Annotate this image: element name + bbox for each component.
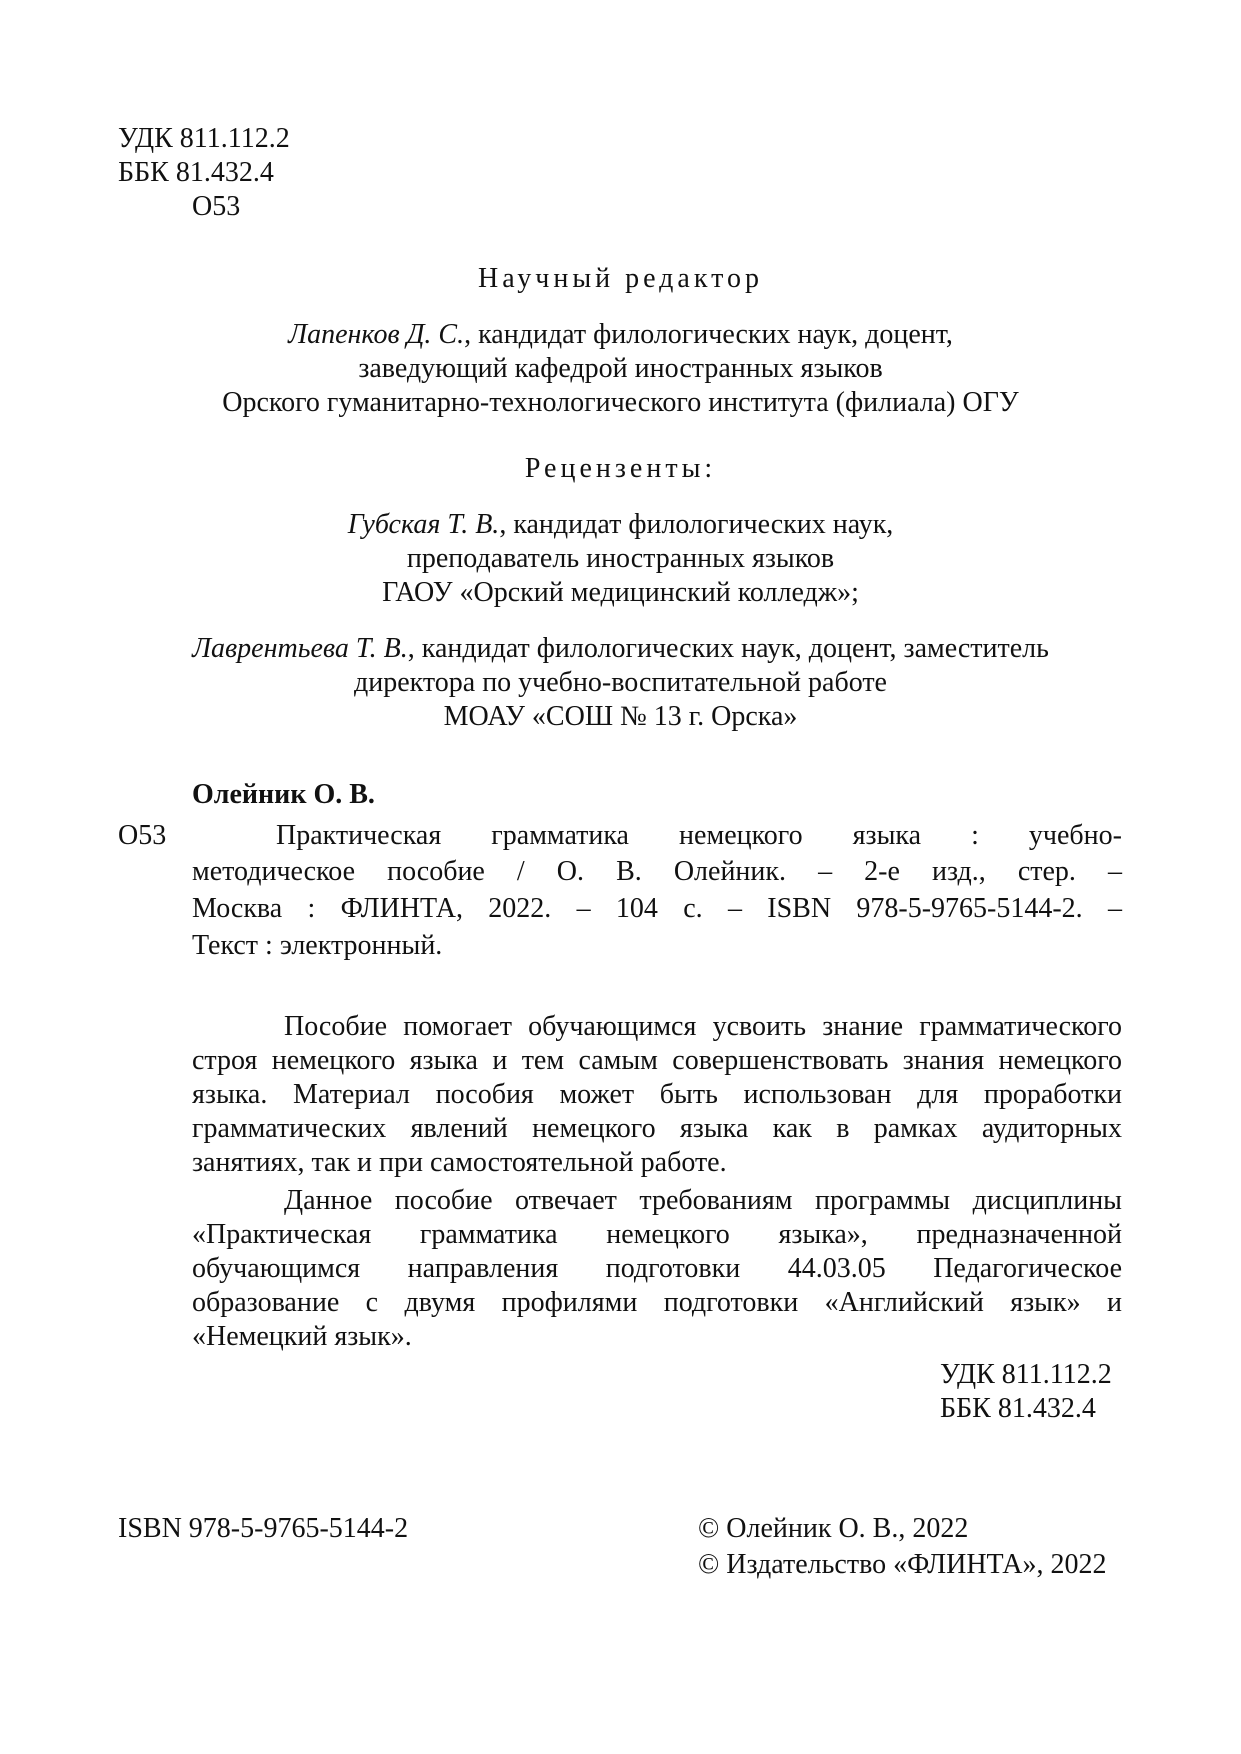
annotation-p1-line3: языка. Материал пособия может быть использован для проработки — [192, 1079, 1122, 1110]
scientific-editor-line3: Орского гуманитарно-технологического института (филиала) ОГУ — [222, 387, 1019, 418]
scientific-editor-name: Лапенков Д. С. — [288, 319, 465, 350]
reviewer1-name: Губская Т. В. — [347, 509, 500, 540]
reviewer2-credentials: , кандидат филологических наук, доцент, заместитель — [407, 633, 1049, 664]
copyright-author: © Олейник О. В., 2022 — [698, 1513, 969, 1544]
bibliographic-mark: О53 — [118, 820, 167, 851]
reviewers-heading: Рецензенты: — [524, 453, 717, 484]
bibliographic-line4: Текст : электронный. — [192, 930, 443, 961]
bibliographic-line3: Москва : ФЛИНТА, 2022. – 104 с. – ISBN 978-5-9765-5144-2. – — [192, 893, 1122, 924]
scientific-editor-line1 — [0, 318, 1241, 352]
copyright-publisher: © Издательство «ФЛИНТА», 2022 — [698, 1549, 1107, 1580]
scientific-editor-heading: Научный редактор — [478, 263, 763, 294]
author-mark: О53 — [192, 191, 241, 222]
bbk-code: ББК 81.432.4 — [118, 157, 274, 188]
reviewer1-credentials: , кандидат филологических наук, — [499, 509, 894, 540]
reviewer1-line3: ГАОУ «Орский медицинский колледж»; — [382, 577, 859, 608]
bibliographic-line1: Практическая грамматика немецкого языка : учебно- — [276, 820, 1122, 851]
udk-code: УДК 811.112.2 — [118, 123, 290, 154]
reviewer2-line2: директора по учебно-воспитательной работе — [354, 667, 887, 698]
annotation-p2-line2: «Практическая грамматика немецкого языка», предназначенной — [192, 1219, 1122, 1250]
footer-bbk-code: ББК 81.432.4 — [940, 1393, 1096, 1424]
annotation-p2-line5: «Немецкий язык». — [192, 1321, 412, 1352]
reviewer2-line3: МОАУ «СОШ № 13 г. Орска» — [443, 701, 798, 732]
annotation-p2-line4: образование с двумя профилями подготовки «Английский язык» и — [192, 1287, 1122, 1318]
reviewer1-line2: преподаватель иностранных языков — [406, 543, 835, 574]
scientific-editor-credentials: , кандидат филологических наук, доцент, — [464, 319, 953, 350]
reviewer1-line1 — [0, 508, 1241, 542]
reviewer2-name: Лаврентьева Т. В. — [192, 633, 408, 664]
reviewer2-line1 — [0, 632, 1241, 666]
annotation-p1-line4: грамматических явлений немецкого языка как в рамках аудиторных — [192, 1113, 1122, 1144]
footer-udk-code: УДК 811.112.2 — [940, 1359, 1112, 1390]
bibliographic-line2: методическое пособие / О. В. Олейник. – 2-е изд., стер. – — [192, 856, 1122, 887]
isbn: ISBN 978-5-9765-5144-2 — [118, 1513, 409, 1544]
annotation-p2-line3: обучающимся направления подготовки 44.03.05 Педагогическое — [192, 1253, 1122, 1284]
annotation-p1-line5: занятиях, так и при самостоятельной работе. — [192, 1147, 727, 1178]
annotation-p1-line1: Пособие помогает обучающимся усвоить знание грамматического — [284, 1011, 1122, 1042]
bibliographic-author: Олейник О. В. — [192, 779, 375, 810]
annotation-p2-line1: Данное пособие отвечает требованиям программы дисциплины — [284, 1185, 1122, 1216]
annotation-p1-line2: строя немецкого языка и тем самым совершенствовать знания немецкого — [192, 1045, 1122, 1076]
scientific-editor-line2: заведующий кафедрой иностранных языков — [358, 353, 883, 384]
